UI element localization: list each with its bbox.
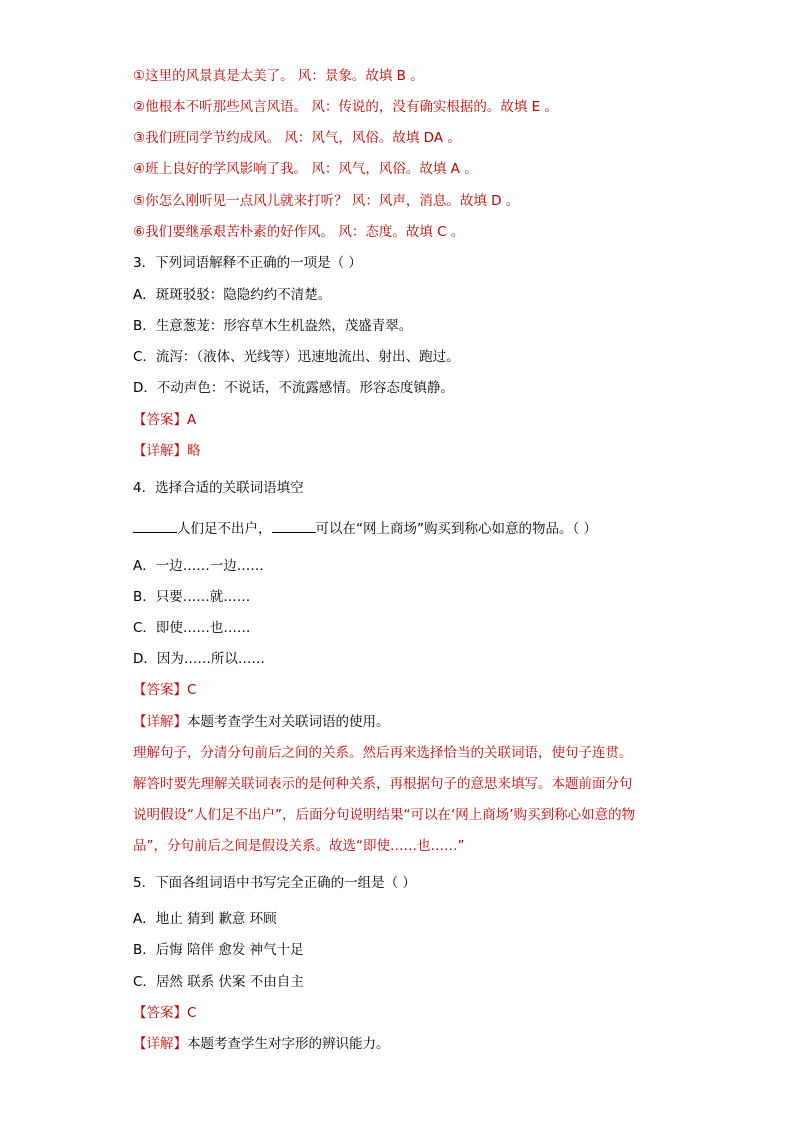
question-4-title: 4．选择合适的关联词语填空 bbox=[133, 480, 304, 496]
question-5-title: 5．下面各组词语中书写完全正确的一组是（ ） bbox=[133, 875, 416, 891]
explanation-text: 本题考查学生对关联词语的使用。 bbox=[187, 714, 390, 730]
question-4-option-d: D．因为……所以…… bbox=[133, 651, 265, 667]
answer-tag: 【答案】 bbox=[133, 1005, 187, 1021]
explanation-text: 略 bbox=[187, 443, 201, 459]
question-3-answer bbox=[133, 411, 196, 429]
answer-line-4: ④班上良好的学风影响了我。 风：风气，风俗。故填 A 。 bbox=[133, 161, 478, 177]
explanation-tag: 【详解】 bbox=[133, 714, 187, 730]
explanation-tag: 【详解】 bbox=[133, 1036, 187, 1052]
answer-line-1: ①这里的风景真是太美了。 风：景象。故填 B 。 bbox=[133, 68, 424, 84]
question-3-option-c: C．流泻：（液体、光线等）迅速地流出、射出、跑过。 bbox=[133, 349, 460, 365]
question-3-explanation bbox=[133, 442, 201, 460]
sentence-part-2: 可以在“网上商场”购买到称心如意的物品。（ ） bbox=[315, 521, 598, 537]
answer-tag: 【答案】 bbox=[133, 682, 187, 698]
question-5-option-c: C．居然 联系 伏案 不由自主 bbox=[133, 974, 304, 990]
question-4-answer bbox=[133, 681, 196, 699]
sentence-part-1: 人们足不出户， bbox=[177, 521, 272, 537]
answer-line-2: ②他根本不听那些风言风语。 风：传说的，没有确实根据的。故填 E 。 bbox=[133, 99, 559, 115]
answer-value: C bbox=[187, 682, 197, 698]
question-4-explanation bbox=[133, 713, 390, 731]
question-5-option-b: B．后悔 陪伴 愈发 神气十足 bbox=[133, 942, 304, 958]
question-5-answer bbox=[133, 1004, 196, 1022]
question-5-explanation bbox=[133, 1035, 390, 1053]
explanation-line-2: 解答时要先理解关联词表示的是何种关系，再根据句子的意思来填写。本题前面分句 bbox=[133, 776, 633, 792]
explanation-line-4: 品”，分句前后之间是假设关系。故选“即使……也……” bbox=[133, 838, 465, 854]
question-3-option-a: A．斑斑驳驳：隐隐约约不清楚。 bbox=[133, 287, 332, 303]
explanation-text: 本题考查学生对字形的辨识能力。 bbox=[187, 1036, 390, 1052]
question-4-option-a: A．一边……一边…… bbox=[133, 558, 264, 574]
question-4-sentence bbox=[133, 519, 597, 538]
question-4-option-b: B．只要……就…… bbox=[133, 589, 251, 605]
answer-line-3: ③我们班同学节约成风。 风：风气，风俗。故填 DA 。 bbox=[133, 130, 461, 146]
answer-tag: 【答案】 bbox=[133, 412, 187, 428]
explanation-line-3: 说明假设“人们足不出户”，后面分句说明结果“可以在‘网上商场’购买到称心如意的物 bbox=[133, 807, 636, 823]
answer-value: A bbox=[187, 412, 197, 428]
explanation-line-1: 理解句子，分清分句前后之间的关系。然后再来选择恰当的关联词语，使句子连贯。 bbox=[133, 745, 633, 761]
question-3-title: 3．下列词语解释不正确的一项是（ ） bbox=[133, 255, 362, 271]
question-3-option-d: D．不动声色：不说话，不流露感情。形容态度镇静。 bbox=[133, 380, 454, 396]
question-4-option-c: C．即使……也…… bbox=[133, 620, 251, 636]
answer-line-6: ⑥我们要继承艰苦朴素的好作风。 风：态度。故填 C 。 bbox=[133, 224, 465, 240]
fill-blank-1 bbox=[133, 519, 177, 533]
answer-line-5: ⑤你怎么刚听见一点风儿就来打听？ 风：风声，消息。故填 D 。 bbox=[133, 193, 520, 209]
explanation-tag: 【详解】 bbox=[133, 443, 187, 459]
answer-value: C bbox=[187, 1005, 197, 1021]
question-5-option-a: A．地止 猜到 歉意 环顾 bbox=[133, 911, 277, 927]
question-3-option-b: B．生意葱茏：形容草木生机盎然，茂盛青翠。 bbox=[133, 318, 413, 334]
fill-blank-2 bbox=[272, 519, 316, 533]
